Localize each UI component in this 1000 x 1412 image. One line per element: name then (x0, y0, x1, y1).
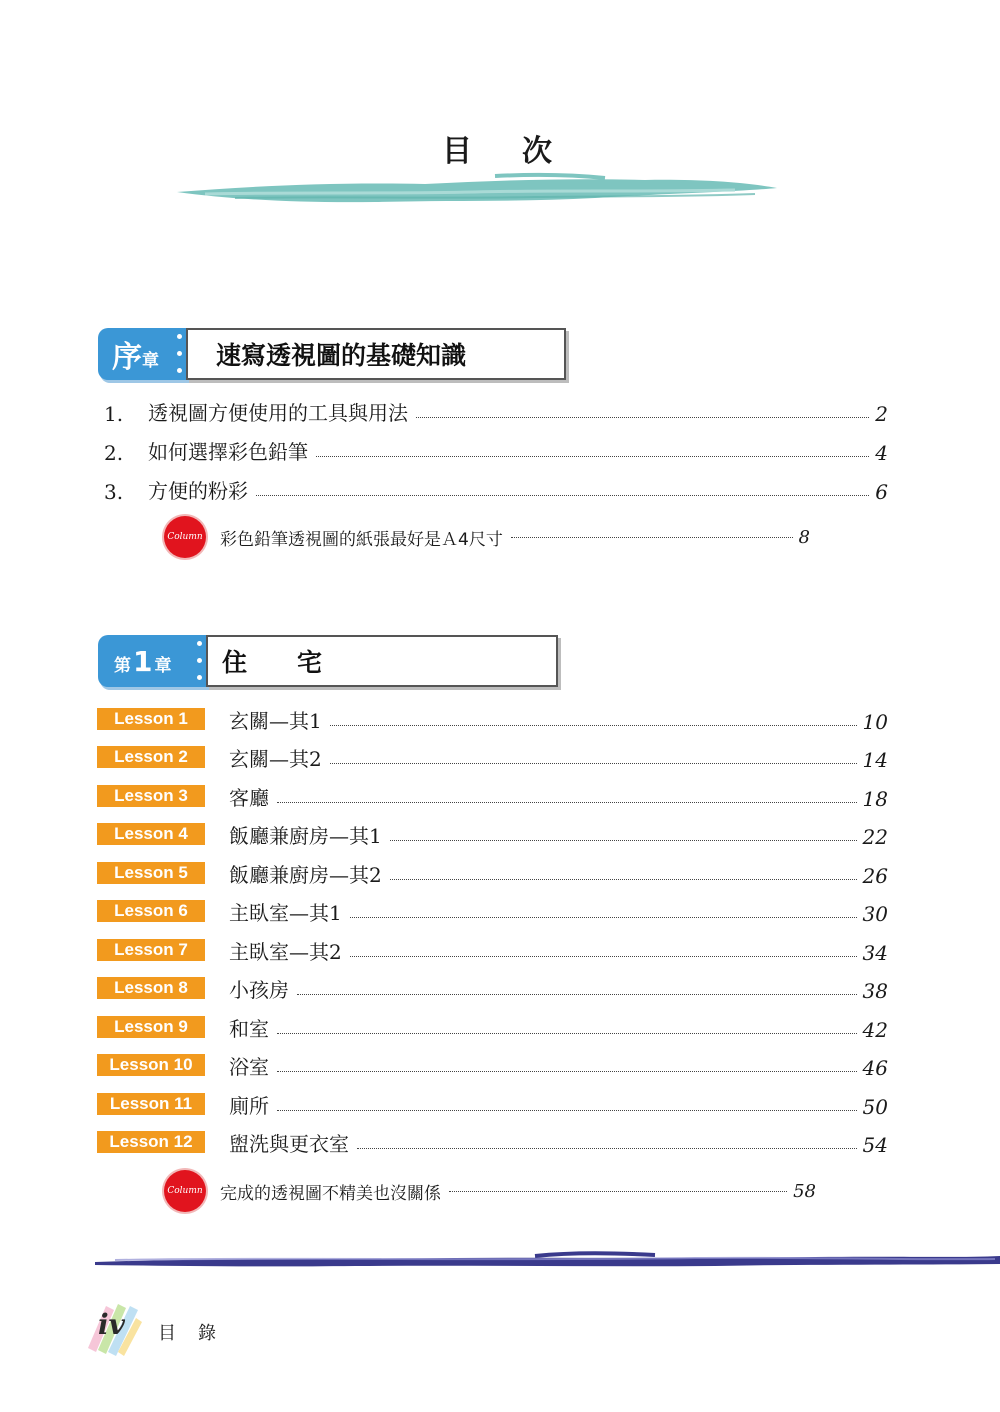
leader-dots (449, 1191, 787, 1192)
leader-dots (330, 725, 857, 726)
teal-brush-stroke (175, 170, 780, 210)
leader-dots (277, 1110, 857, 1111)
lesson-title: 廁所 (229, 1094, 269, 1118)
lesson-title: 玄關—其2 (229, 747, 322, 771)
tab-dots (177, 334, 183, 374)
lesson-badge: Lesson 9 (97, 1016, 205, 1038)
lesson-row[interactable] (97, 742, 888, 772)
toc-item-page: 6 (875, 480, 888, 504)
lesson-page: 34 (862, 941, 888, 965)
page-title-right: 次 (522, 134, 558, 169)
toc-item-title: 方便的粉彩 (148, 479, 248, 503)
page-title (0, 126, 1000, 170)
lesson-row[interactable] (97, 1050, 888, 1080)
leader-dots (390, 840, 857, 841)
leader-dots (297, 994, 857, 995)
column-title: 完成的透視圖不精美也沒關係 (220, 1183, 441, 1204)
leader-dots (277, 1033, 857, 1034)
column-item[interactable] (164, 1170, 816, 1212)
column-item[interactable] (164, 516, 810, 558)
lesson-title: 玄關—其1 (229, 709, 322, 733)
leader-dots (330, 763, 857, 764)
lesson-row[interactable] (97, 935, 888, 965)
column-page: 8 (798, 526, 810, 548)
lesson-page: 18 (862, 787, 888, 811)
lesson-row[interactable] (97, 819, 888, 849)
chapter1-title (206, 635, 558, 687)
prologue-tab (98, 328, 190, 380)
leader-dots (416, 417, 869, 418)
toc-item-num: 1. (104, 402, 124, 426)
toc-item[interactable] (104, 435, 888, 465)
chapter1-tab (98, 635, 210, 687)
lesson-badge: Lesson 4 (97, 823, 205, 845)
toc-item-page: 4 (875, 441, 888, 465)
chapter1-tab-num: 1 (133, 644, 153, 678)
lesson-row[interactable] (97, 1089, 888, 1119)
lesson-page: 30 (862, 902, 888, 926)
prologue-tab-main: 序 (112, 340, 142, 375)
chapter1-tab-post: 章 (154, 655, 172, 676)
lesson-title: 和室 (229, 1017, 269, 1041)
footer-label: 目 錄 (158, 1323, 218, 1344)
lesson-page: 42 (862, 1018, 888, 1042)
chapter1-tab-pre: 第 (114, 655, 131, 676)
prologue-title-text: 速寫透視圖的基礎知識 (216, 341, 467, 370)
lesson-page: 46 (862, 1056, 888, 1080)
toc-item-title: 如何選擇彩色鉛筆 (148, 440, 308, 464)
leader-dots (511, 537, 793, 538)
leader-dots (277, 802, 857, 803)
lesson-page: 14 (862, 748, 888, 772)
leader-dots (350, 917, 857, 918)
lesson-title: 盥洗與更衣室 (229, 1132, 349, 1156)
page-title-left: 目 (442, 134, 478, 169)
lesson-title: 浴室 (229, 1055, 269, 1079)
lesson-row[interactable] (97, 858, 888, 888)
prologue-title (186, 328, 566, 380)
column-page: 58 (793, 1180, 816, 1202)
leader-dots (256, 495, 869, 496)
prologue-header (98, 328, 568, 380)
lesson-badge: Lesson 7 (97, 939, 205, 961)
lesson-page: 50 (862, 1095, 888, 1119)
lesson-row[interactable] (97, 781, 888, 811)
lesson-page: 38 (862, 979, 888, 1003)
navy-brush-stroke (95, 1248, 1000, 1272)
tab-dots (197, 641, 203, 681)
lesson-page: 22 (862, 825, 888, 849)
lesson-row[interactable] (97, 1127, 888, 1157)
toc-item-num: 2. (104, 441, 124, 465)
lesson-row[interactable] (97, 973, 888, 1003)
lesson-badge: Lesson 10 (97, 1054, 205, 1076)
leader-dots (390, 879, 857, 880)
chapter1-header (98, 635, 560, 687)
lesson-row[interactable] (97, 704, 888, 734)
lesson-badge: Lesson 2 (97, 746, 205, 768)
prologue-tab-sub: 章 (142, 350, 159, 371)
lesson-badge: Lesson 6 (97, 900, 205, 922)
lesson-badge: Lesson 1 (97, 708, 205, 730)
lesson-title: 主臥室—其2 (229, 940, 342, 964)
lesson-title: 客廳 (229, 786, 269, 810)
lesson-title: 飯廳兼廚房—其1 (229, 824, 382, 848)
lesson-row[interactable] (97, 1012, 888, 1042)
lesson-page: 10 (862, 710, 888, 734)
lesson-title: 飯廳兼廚房—其2 (229, 863, 382, 887)
lesson-badge: Lesson 11 (97, 1093, 205, 1115)
lesson-title: 主臥室—其1 (229, 901, 342, 925)
leader-dots (350, 956, 857, 957)
lesson-badge: Lesson 3 (97, 785, 205, 807)
toc-item-num: 3. (104, 480, 124, 504)
lesson-page: 54 (862, 1133, 888, 1157)
lesson-title: 小孩房 (229, 978, 289, 1002)
leader-dots (277, 1071, 857, 1072)
toc-item[interactable] (104, 474, 888, 504)
chapter1-title-text: 住 宅 (222, 648, 323, 677)
column-badge: Column (164, 516, 206, 558)
lesson-badge: Lesson 8 (97, 977, 205, 999)
column-title: 彩色鉛筆透視圖的紙張最好是Ａ4尺寸 (220, 529, 503, 550)
lesson-row[interactable] (97, 896, 888, 926)
column-badge: Column (164, 1170, 206, 1212)
lesson-page: 26 (862, 864, 888, 888)
lesson-badge: Lesson 5 (97, 862, 205, 884)
leader-dots (357, 1148, 857, 1149)
toc-item-title: 透視圖方便使用的工具與用法 (148, 401, 408, 425)
toc-item-page: 2 (875, 402, 888, 426)
lesson-badge: Lesson 12 (97, 1131, 205, 1153)
leader-dots (316, 456, 869, 457)
footer-page-number: iv (98, 1308, 125, 1341)
toc-item[interactable] (104, 396, 888, 426)
